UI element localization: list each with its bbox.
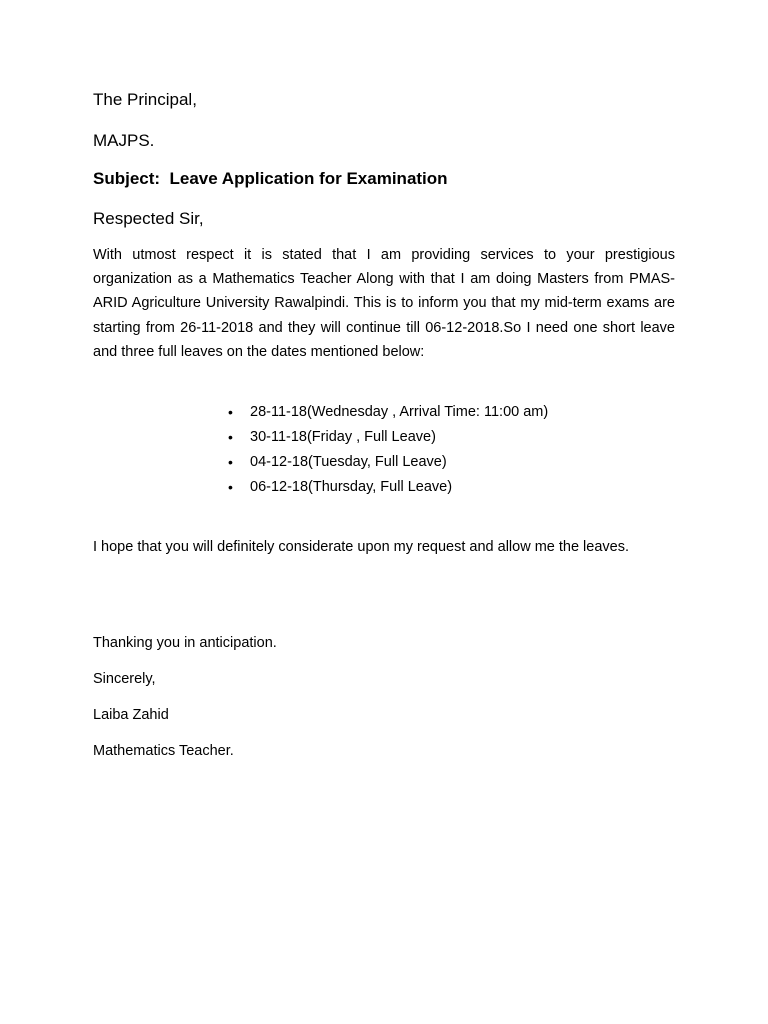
- subject-label: Subject:: [93, 169, 161, 188]
- bullet-icon: •: [228, 404, 233, 420]
- school-line: MAJPS.: [93, 131, 155, 150]
- date-text: 30-11-18(Friday , Full Leave): [250, 429, 436, 445]
- list-item: [228, 425, 548, 450]
- subject-line: [93, 168, 448, 190]
- salutation: Respected Sir,: [93, 209, 204, 228]
- subject-text: Leave Application for Examination: [169, 169, 448, 188]
- bullet-icon: •: [228, 454, 233, 470]
- bullet-icon: •: [228, 429, 233, 445]
- date-text: 04-12-18(Tuesday, Full Leave): [250, 454, 447, 470]
- date-text: 06-12-18(Thursday, Full Leave): [250, 479, 453, 495]
- list-item: [228, 400, 548, 425]
- signer-name: Laiba Zahid: [93, 707, 169, 723]
- list-item: [228, 450, 548, 475]
- signer-title: Mathematics Teacher.: [93, 743, 234, 759]
- date-text: 28-11-18(Wednesday , Arrival Time: 11:00 am): [250, 404, 549, 420]
- body-paragraph-2: I hope that you will definitely considerate upon my request and allow me the leaves.: [93, 539, 630, 555]
- bullet-icon: •: [228, 479, 233, 495]
- leave-dates-list: [228, 400, 548, 500]
- body-paragraph-1: With utmost respect it is stated that I am providing services to your prestigious organization as a Mathematics Teacher Along with that I am doing Masters from PMAS-ARID Agriculture University Rawalpindi. This is to inform you that my mid-term exams are starting from 26-11-2018 and they will continue till 06-12-2018.So I need one short leave and three full leaves on the dates mentioned below:: [93, 247, 675, 360]
- list-item: [228, 475, 548, 500]
- signoff-line: Sincerely,: [93, 671, 156, 687]
- thanks-line: Thanking you in anticipation.: [93, 635, 277, 651]
- recipient-line: The Principal,: [93, 90, 197, 109]
